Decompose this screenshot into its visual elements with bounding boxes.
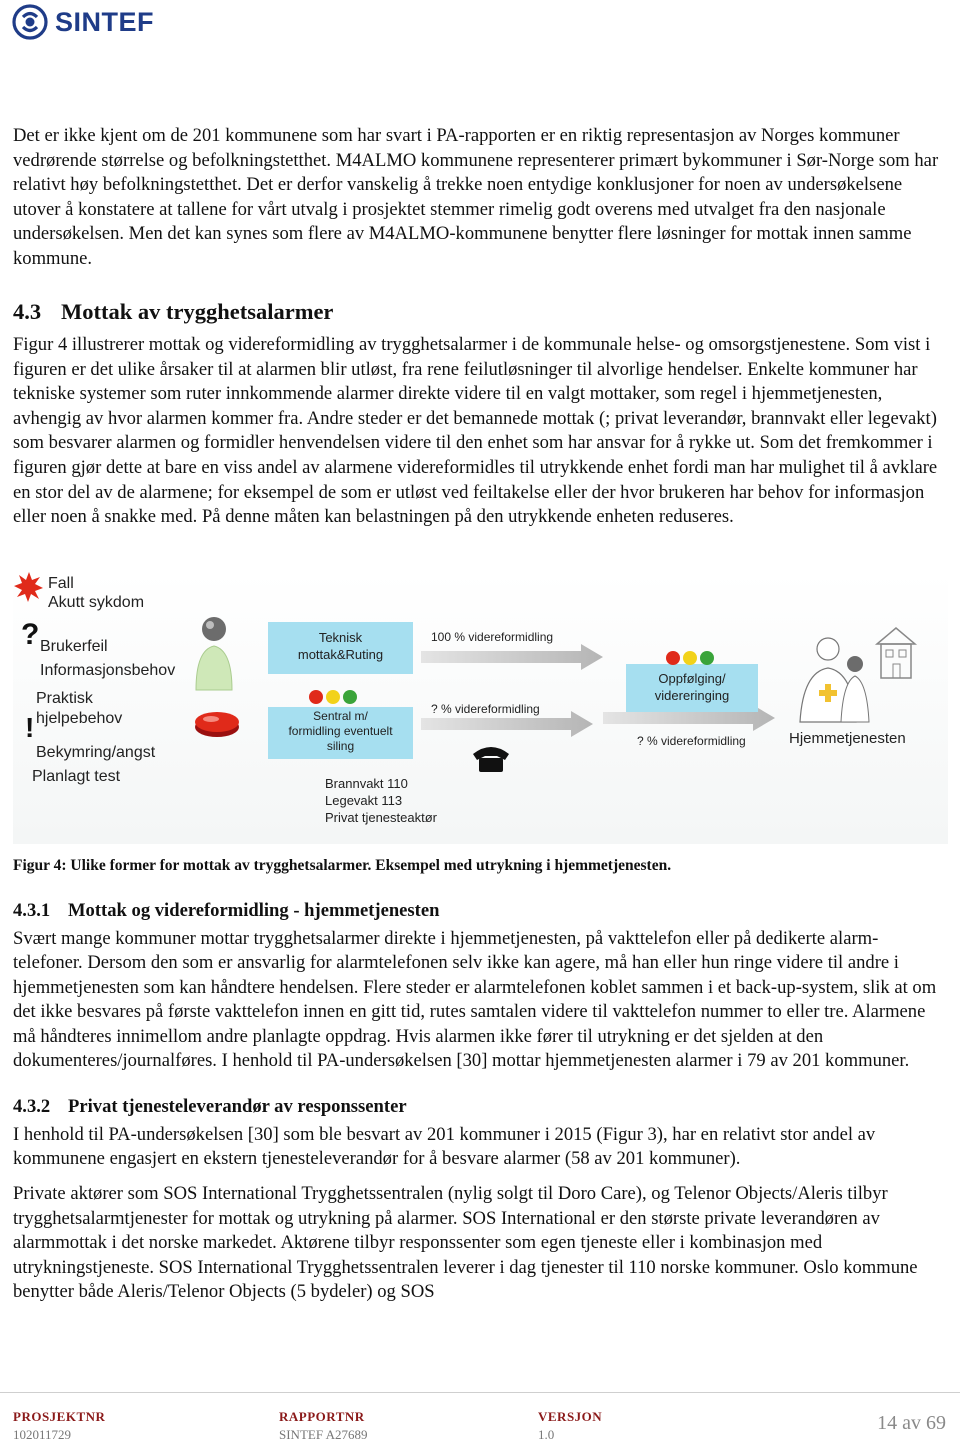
question-mark-icon: ? bbox=[21, 617, 40, 651]
receiver-privat: Privat tjenesteaktør bbox=[325, 809, 437, 825]
paragraph-figure-description: Figur 4 illustrerer mottak og videreformidling av trygghetsalarmer i de kommunale helse- og omsorgstjenestene. Som vist i figuren er det ulike årsaker til at alarmen blir utløst, fra rene feilutløsninger til alvorlige hendelser. Enkelte kommuner har tekniske systemer som ruter innkommende alarmer direkte videre til en valgt mottaker, som regel i hjemmetjenesten, avhengig av hvor alarmen kommer fra. Andre steder er det bemannede mottak (; privat leverandør, brannvakt eller legevakt) som besvarer alarmen og formidler henvendelsen videre til den enhet som har ansvar for å rykke ut. Som det fremkommer i figuren gjør dette at bare en viss andel av alarmene videreformidles til utrykkende enhet fordi man har mulighet til å avklare en stor del av de alarmene; for eksempel de som er utløst ved feiltakelse eller der hvor brukeren har behov for informasjon eller noen å snakke med. På denne måten kan belastningen på den utrykkende enheten reduseres. bbox=[13, 334, 938, 528]
home-service-label: Hjemmetjenesten bbox=[789, 729, 906, 747]
alarm-button-icon bbox=[195, 712, 239, 737]
subsection-title-2: Privat tjenesteleverandør av responssenter bbox=[68, 1095, 407, 1117]
box-teknisk-line1: Teknisk bbox=[318, 629, 363, 645]
cause-bekymring: Bekymring/angst bbox=[36, 743, 156, 761]
footer-project bbox=[13, 1408, 105, 1444]
exclamation-icon: ! bbox=[25, 711, 35, 743]
footer-project-label: PROSJEKTNR bbox=[13, 1409, 106, 1424]
receiver-legevakt: Legevakt 113 bbox=[325, 792, 403, 808]
section-number: 4.3 bbox=[13, 299, 42, 325]
cause-fall: Fall bbox=[48, 574, 74, 592]
paragraph-intro: Det er ikke kjent om de 201 kommunene som har svart i PA-rapporten er en riktig representasjon av Norges kommuner vedrørende størrelse og befolkningstetthet. M4ALMO kommunene representerer primært bykommuner i Sør-Norge som har relativt høy befolkningstetthet. Det er derfor vanskelig å trekke noen entydige konklusjoner for noen av undersøkelsene utover å konstatere at tallene for vårt utvalg i prosjektet stemmer rimelig godt overens med utvalget fra den nasjonale undersøkelsen. Men det kan synes som flere av M4ALMO-kommunene benytter flere løsninger for mottak innen samme kommune. bbox=[13, 125, 939, 269]
document-body bbox=[13, 124, 948, 1305]
sintef-logo-icon bbox=[12, 4, 48, 40]
cause-planlagt-test: Planlagt test bbox=[32, 767, 121, 785]
page-footer bbox=[0, 1392, 960, 1455]
footer-version-value: 1.0 bbox=[538, 1427, 555, 1442]
cause-akutt-sykdom: Akutt sykdom bbox=[48, 593, 145, 611]
box-sentral-line1: Sentral m/ bbox=[313, 708, 368, 723]
figure-caption: Figur 4: Ulike former for mottak av trygghetsalarmer. Eksempel med utrykning i hjemmetjenesten. bbox=[13, 856, 672, 874]
box-oppfolging-line1: Oppfølging/ bbox=[658, 670, 726, 686]
box-oppfolging-line2: videreringing bbox=[654, 687, 730, 703]
footer-version bbox=[538, 1408, 602, 1444]
receiver-brannvakt: Brannvakt 110 bbox=[325, 775, 408, 791]
arrow-q1-label: ? % videreformidling bbox=[431, 701, 540, 716]
cause-praktisk: Praktisk bbox=[36, 689, 93, 707]
section-title: Mottak av trygghetsalarmer bbox=[61, 299, 334, 325]
footer-version-label: VERSJON bbox=[538, 1409, 603, 1424]
footer-project-value: 102011729 bbox=[13, 1427, 72, 1442]
brand-name: SINTEF bbox=[55, 6, 155, 37]
traffic-lights-right-icon bbox=[666, 651, 714, 665]
footer-report-value: SINTEF A27689 bbox=[279, 1427, 368, 1442]
subsection-heading-1 bbox=[13, 898, 948, 923]
box-sentral-line3: siling bbox=[326, 738, 355, 753]
cause-brukerfeil: Brukerfeil bbox=[40, 637, 108, 655]
cause-informasjonsbehov: Informasjonsbehov bbox=[40, 661, 176, 679]
paragraph-hjemmetjenesten: Svært mange kommuner mottar trygghetsalarmer direkte i hjemmetjenesten, på vakttelefon eller på dedikerte alarm-telefoner. Dersom den som er ansvarlig for alarmtelefonen selv ikke kan agere, må han eller hun ringe videre til andre i hjemmetjenesten som kan håndtere hendelsen. Flere steder er alarmtelefonen koblet sammen i et back-up-system, slik at om det ikke besvares på første vakttelefon innen en gitt tid, rutes samtalen videre til vakttelefon nummer to eller tre. Alarmene må håndteres innimellom andre planlagte oppdrag. Hvis alarmen ikke fører til utrykning er det sjelden at den dokumenteres/journalføres. I henhold til PA-undersøkelsen [30] mottar hjemmetjenesten alarmer i 79 av 201 kommuner. bbox=[13, 927, 937, 1072]
footer-report bbox=[279, 1408, 367, 1444]
page-number: 14 av 69 bbox=[877, 1412, 946, 1434]
cause-hjelpebehov: hjelpebehov bbox=[36, 709, 123, 727]
paragraph-pa-undersokelsen: I henhold til PA-undersøkelsen [30] som ble besvart av 201 kommuner i 2015 (Figur 3), har en relativt stor andel av kommunene engasjert en ekstern tjenesteleverandør for å besvare alarmer (58 av 201 kommuner). bbox=[13, 1123, 876, 1170]
subsection-heading-2 bbox=[13, 1094, 948, 1119]
box-sentral-line2: formidling eventuelt bbox=[288, 723, 393, 738]
footer-report-label: RAPPORTNR bbox=[279, 1409, 365, 1424]
subsection-number-2: 4.3.2 bbox=[13, 1095, 51, 1117]
figure-alarm-flow bbox=[13, 572, 948, 844]
section-heading bbox=[13, 297, 948, 327]
arrow-100-label: 100 % videreformidling bbox=[431, 629, 554, 644]
sintef-logo bbox=[12, 2, 154, 42]
paragraph-private-aktorer: Private aktører som SOS International Trygghetssentralen (nylig solgt til Doro Care), og Telenor Objects/Aleris tilbyr trygghetsalarmtjenester for mottak og utrykning på alarmer. SOS International er den største private leverandøren av alarmmottak i det norske markedet. Aktørene tilbyr responssenter som egen tjeneste eller i kombinasjon med utrykningstjeneste. SOS International Trygghetssentralen leverer i dag tjenester til 110 norske kommuner. Oslo kommune benytter både Aleris/Telenor Objects (5 bydeler) og SOS bbox=[13, 1183, 918, 1303]
subsection-number-1: 4.3.1 bbox=[13, 899, 51, 921]
footer-divider bbox=[0, 1392, 960, 1393]
subsection-title-1: Mottak og videreformidling - hjemmetjenesten bbox=[68, 899, 440, 921]
traffic-lights-icon bbox=[309, 690, 357, 704]
arrow-q2-label: ? % videreformidling bbox=[637, 733, 746, 748]
box-teknisk-line2: mottak&Ruting bbox=[297, 646, 384, 662]
